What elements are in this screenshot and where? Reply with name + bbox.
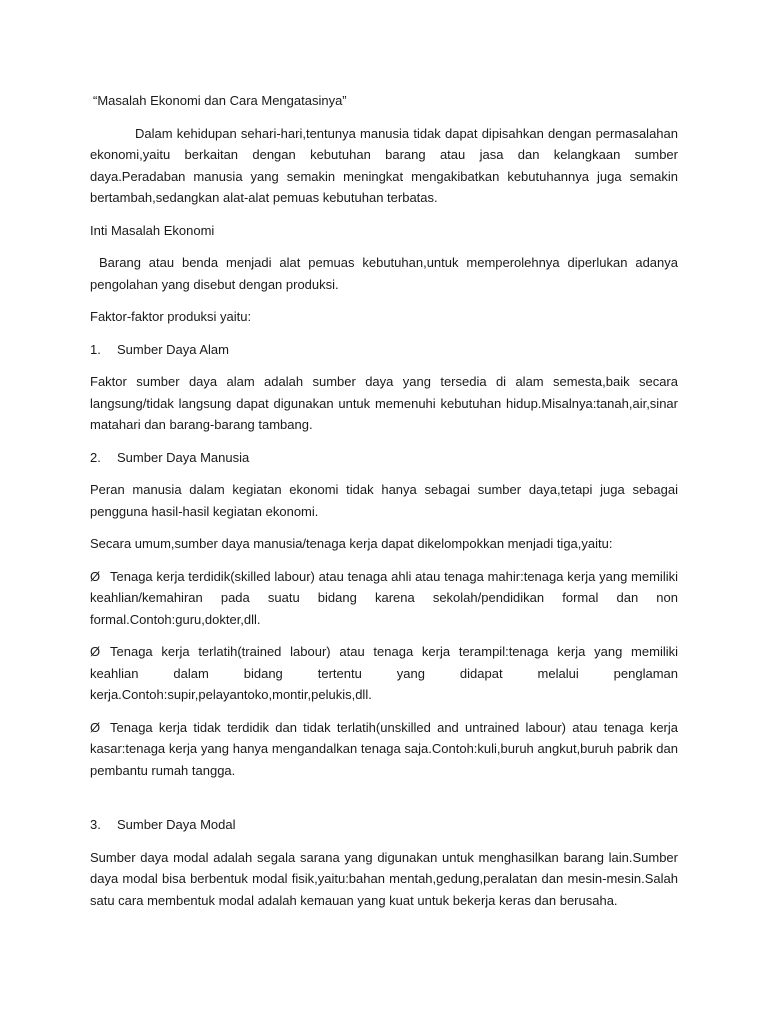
factor-1-heading (90, 339, 678, 361)
document-title: “Masalah Ekonomi dan Cara Mengatasinya” (93, 93, 347, 108)
list-item (90, 566, 678, 631)
document-page (90, 90, 678, 922)
bullet-text-2: Tenaga kerja terlatih(trained labour) atau tenaga kerja terampil:tenaga kerja yang memiliki keahlian dalam bidang tertentu yang didapat melalui penglaman kerja.Contoh:supir,pelayantoko,montir,pelukis,dll. (90, 644, 678, 702)
section-paragraph: Barang atau benda menjadi alat pemuas kebutuhan,untuk memperolehnya diperlukan adanya pengolahan yang disebut dengan produksi. (90, 255, 678, 292)
factor-1-number: 1. (90, 341, 101, 357)
blank-line (90, 792, 678, 814)
factor-3-heading (90, 814, 678, 836)
intro-paragraph: Dalam kehidupan sehari-hari,tentunya manusia tidak dapat dipisahkan dengan permasalahan ekonomi,yaitu berkaitan dengan kebutuhan barang atau jasa dan kelangkaan sumber daya.Peradaban manusia yang semakin meningkat mengakibatkan kebutuhannya juga semakin bertambah,sedangkan alat-alat pemuas kebutuhan terbatas. (90, 125, 678, 205)
factor-3-title: Sumber Daya Modal (117, 817, 236, 832)
factor-2-number: 2. (90, 449, 101, 465)
factor-2-title: Sumber Daya Manusia (117, 449, 250, 465)
factor-3-paragraph: Sumber daya modal adalah segala sarana yang digunakan untuk menghasilkan barang lain.Sumber daya modal bisa berbentuk modal fisik,yaitu:bahan mentah,gedung,peralatan dan mesin-mesin.Salah satu cara membentuk modal adalah kemauan yang kuat untuk bekerja keras dan berusaha. (90, 849, 678, 908)
bullet-icon: Ø (90, 644, 101, 659)
bullet-text-1: Tenaga kerja terdidik(skilled labour) atau tenaga ahli atau tenaga mahir:tenaga kerja yang memiliki keahlian/kemahiran pada suatu bidang karena sekolah/pendidikan formal dan non formal.Contoh:guru,dokter,dll. (90, 568, 678, 627)
factor-1-title: Sumber Daya Alam (117, 341, 229, 357)
factor-2-paragraph: Peran manusia dalam kegiatan ekonomi tidak hanya sebagai sumber daya,tetapi juga sebagai pengguna hasil-hasil kegiatan ekonomi. (90, 482, 678, 519)
factor-3-number: 3. (90, 817, 101, 832)
bullet-icon: Ø (90, 719, 101, 735)
bullet-text-3: Tenaga kerja tidak terdidik dan tidak terlatih(unskilled and untrained labour) atau tenaga kerja kasar:tenaga kerja yang hanya mengandalkan tenaga saja.Contoh:kuli,buruh angkut,buruh pabrik dan pembantu rumah tangga. (90, 719, 678, 778)
factor-2-heading (90, 447, 678, 469)
factor-2-group-intro: Secara umum,sumber daya manusia/tenaga kerja dapat dikelompokkan menjadi tiga,yaitu: (90, 536, 613, 551)
bullet-icon: Ø (90, 568, 101, 584)
list-item (90, 717, 678, 782)
list-item (90, 641, 678, 706)
section-heading: Inti Masalah Ekonomi (90, 222, 215, 238)
factor-1-paragraph: Faktor sumber daya alam adalah sumber daya yang tersedia di alam semesta,baik secara langsung/tidak langsung dapat digunakan untuk memenuhi kebutuhan hidup.Misalnya:tanah,air,sinar matahari dan barang-barang tambang. (90, 374, 678, 432)
factors-intro: Faktor-faktor produksi yaitu: (90, 309, 252, 324)
